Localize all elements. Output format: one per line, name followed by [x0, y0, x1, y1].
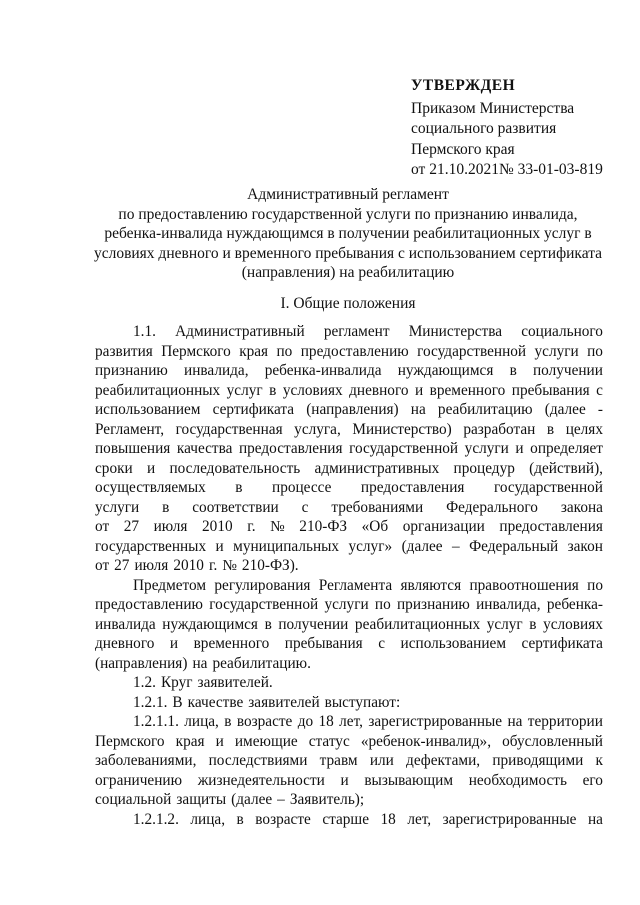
word: последовательность [169, 459, 301, 477]
word: по [587, 576, 603, 594]
word: сертификата [212, 401, 295, 418]
word: - [597, 401, 603, 418]
text-line [95, 556, 603, 576]
word: в [224, 713, 232, 730]
paragraph [95, 810, 603, 830]
word: государственной [209, 596, 319, 613]
word: края [175, 732, 205, 750]
word: пребывания [284, 635, 363, 652]
word: от [95, 557, 110, 574]
word: травм [319, 752, 358, 769]
word: 1.2.1.1. [133, 713, 179, 730]
word: соответствии [192, 498, 279, 516]
word: Федеральный [469, 537, 559, 555]
word: услуги [534, 342, 579, 360]
text-line [95, 478, 603, 498]
word: лица, [184, 713, 219, 730]
word: ограничению [95, 771, 183, 789]
paragraph [95, 693, 603, 713]
document-title [88, 185, 608, 283]
title-line: по предоставлению государственной услуги по признанию инвалида, [118, 205, 578, 223]
word: сертификата [521, 635, 603, 652]
text-line [95, 693, 603, 713]
paragraph [95, 673, 603, 693]
word: на [192, 654, 208, 672]
word: по [587, 342, 603, 360]
word: развития [95, 342, 153, 360]
word: № [270, 518, 285, 535]
word: В [172, 693, 183, 711]
text-line [95, 634, 603, 654]
word: жизнедеятельности [197, 771, 325, 789]
word: Министерство) [352, 420, 452, 438]
word: Круг [160, 674, 193, 691]
word: в [162, 498, 170, 516]
word: услуг» [348, 537, 393, 555]
text-line [95, 576, 603, 596]
word: временного [429, 381, 506, 399]
text-line [95, 361, 603, 381]
word: к [595, 752, 603, 769]
word: 1.2.1.2. [133, 810, 179, 828]
word: и [340, 771, 349, 789]
word: предоставления [499, 518, 603, 535]
word: Регламент, [95, 420, 165, 438]
word: инвалида [95, 615, 156, 633]
word: лет, [339, 713, 363, 730]
word: в [235, 479, 243, 496]
word: признанию [95, 362, 168, 379]
word: дефектами, [406, 752, 481, 769]
word: по [374, 596, 391, 613]
text-line [95, 712, 603, 732]
word: (направления) [306, 401, 399, 418]
paragraph [95, 576, 603, 674]
word: организации [402, 518, 485, 535]
text-line [95, 595, 603, 615]
word: государственной [493, 479, 603, 496]
text-line [95, 517, 603, 537]
title-line: Административный регламент [247, 186, 449, 203]
word: процессе [272, 479, 332, 496]
word: осуществляемых [95, 479, 206, 496]
word: возрасте [236, 713, 293, 730]
word: в [269, 381, 277, 399]
word: инвалида, [184, 362, 249, 379]
word: защиты [176, 791, 227, 808]
word: процедур [453, 459, 515, 477]
word: получении [278, 615, 349, 633]
word: дневного [349, 381, 409, 399]
text-line [95, 342, 603, 362]
word: возрасте [255, 810, 311, 828]
word: и [515, 440, 524, 457]
approval-line: социального развития [411, 120, 557, 137]
word: услуг [486, 615, 523, 633]
approval-line: Пермского края [411, 140, 515, 158]
word: услуг [226, 381, 263, 399]
word: 18 [318, 713, 334, 730]
approval-line: от 21.10.2021№ 33-01-03-819 [411, 161, 603, 178]
word: заявителей. [197, 674, 273, 691]
word: вызывающим [364, 771, 454, 789]
word: № [222, 557, 237, 574]
word: территории [527, 713, 603, 730]
word: и [414, 381, 424, 399]
word: услуги [324, 596, 369, 613]
word: предоставлению [300, 342, 409, 360]
word: 2010 [202, 518, 233, 535]
word: статус [308, 732, 350, 750]
word: реабилитационных [95, 381, 221, 399]
word: июля [134, 557, 169, 574]
text-line [95, 810, 603, 830]
word: предоставлению [95, 596, 203, 613]
text-line [95, 459, 603, 479]
word: приводящими [492, 752, 584, 769]
word: по [276, 342, 293, 360]
word: в [546, 420, 555, 438]
section-heading: I. Общие положения [280, 295, 416, 312]
word: обусловленный [502, 732, 603, 750]
text-line [95, 615, 603, 635]
word: Заявитель); [289, 791, 365, 808]
word: использованием [400, 635, 507, 652]
word: с [596, 381, 603, 399]
word: реабилитацию [437, 401, 533, 418]
word: повышения [95, 440, 171, 457]
word: «Об [361, 518, 389, 535]
text-line [95, 400, 603, 420]
word: качестве [187, 693, 244, 711]
word: услуги [464, 440, 509, 457]
approval-block [411, 76, 631, 181]
word: реабилитационных [354, 615, 481, 633]
word: и [169, 635, 179, 652]
word: имеющие [234, 732, 298, 750]
word: временного [193, 635, 270, 652]
word: требованиями [331, 498, 424, 516]
word: пребывания [511, 381, 590, 399]
word: государственной [349, 440, 459, 457]
word: его [582, 771, 603, 789]
word: разработан [463, 420, 536, 438]
word: (действий), [529, 459, 603, 477]
text-line [95, 771, 603, 791]
word: нуждающимся [397, 362, 494, 379]
word: выступают: [324, 693, 401, 711]
word: являются [400, 576, 462, 594]
word: государственных [95, 537, 207, 555]
word: заявителей [248, 693, 320, 711]
word: предоставления [360, 479, 465, 496]
word: июля [153, 518, 188, 535]
word: 18 [380, 810, 396, 828]
word: от [95, 518, 110, 535]
text-line [95, 732, 603, 752]
word: зарегистрированные [442, 810, 577, 828]
word: на [587, 810, 603, 828]
word: «ребенок-инвалид», [360, 732, 492, 750]
word: условиях [282, 381, 343, 399]
word: – [277, 791, 285, 808]
text-line [95, 537, 603, 557]
word: получении [532, 362, 603, 379]
word: лица, [190, 810, 226, 828]
word: определяет [530, 440, 603, 457]
word: качества [176, 440, 233, 457]
word: сроки [95, 459, 133, 477]
word: Предметом [133, 576, 207, 594]
word: 210-ФЗ [299, 518, 348, 535]
word: (направления) [95, 654, 188, 672]
word: реабилитацию. [212, 654, 311, 672]
word: зарегистрированные [368, 713, 503, 730]
text-line [95, 322, 603, 342]
title-line: (направления) на реабилитацию [241, 264, 455, 281]
word: государственной [417, 342, 527, 360]
word: или [369, 752, 394, 769]
word: (далее [231, 791, 273, 808]
word: и [215, 537, 224, 555]
text-line [95, 439, 603, 459]
text-line [95, 673, 603, 693]
word: – [452, 537, 460, 555]
text-line [95, 751, 603, 771]
word: закон [567, 537, 603, 555]
text-line [95, 654, 603, 674]
word: 27 [123, 518, 139, 535]
word: условиях [543, 615, 603, 633]
document-body [95, 322, 603, 829]
title-line: условиях дневного и временного пребывания с использованием сертификата [93, 244, 603, 262]
word: 2010 [173, 557, 204, 574]
word: Регламента [318, 576, 393, 594]
word: на [410, 401, 426, 418]
word: 1.1. [133, 323, 156, 340]
word: в [264, 615, 272, 633]
word: целях [565, 420, 603, 438]
word: услуги [95, 498, 140, 516]
word: Министерства [408, 323, 503, 340]
word: Пермского [95, 732, 165, 750]
word: 1.2. [133, 674, 156, 691]
word: ребенка-инвалида [264, 362, 382, 379]
approval-stamp: УТВЕРЖДЕН [411, 77, 516, 94]
text-line [95, 790, 603, 810]
word: использованием [95, 401, 201, 418]
word: края [239, 342, 269, 360]
word: г. [247, 518, 256, 535]
word: 210-ФЗ). [241, 557, 299, 574]
word: нуждающимся [162, 615, 258, 633]
word: регламент [323, 323, 390, 340]
word: Федерального [446, 498, 538, 516]
word: (далее [401, 537, 443, 555]
word: до [297, 713, 314, 730]
word: 1.2.1. [133, 693, 168, 711]
word: с [301, 498, 309, 516]
word: с [378, 635, 386, 652]
word: правоотношения [469, 576, 579, 594]
paragraph [95, 322, 603, 576]
text-line [95, 420, 603, 440]
word: в [529, 615, 537, 633]
word: 27 [114, 557, 130, 574]
approval-line: Приказом Министерства [411, 99, 575, 117]
text-line [95, 498, 603, 518]
word: предоставления [238, 440, 343, 457]
word: на [507, 713, 523, 730]
word: необходимость [468, 771, 567, 789]
paragraph [95, 712, 603, 810]
word: лет, [407, 810, 432, 828]
word: (далее [544, 401, 586, 418]
text-line [95, 381, 603, 401]
word: в [236, 810, 244, 828]
word: г. [208, 557, 218, 574]
word: муниципальных [233, 537, 340, 555]
word: закона [560, 498, 603, 516]
word: и [146, 459, 156, 477]
word: регулирования [214, 576, 311, 594]
word: и [215, 732, 224, 750]
word: заболеваниями, [95, 752, 197, 769]
word: социальной [95, 791, 172, 808]
word: в [509, 362, 517, 379]
word: административных [314, 459, 440, 477]
word: ребенка- [546, 596, 603, 613]
word: старше [322, 810, 369, 828]
word: Пермского [161, 342, 231, 360]
word: Административный [175, 323, 305, 340]
word: дневного [95, 635, 155, 652]
word: государственная [175, 420, 283, 438]
title-line: ребенка-инвалида нуждающимся в получении реабилитационных услуг в [104, 225, 592, 242]
word: социального [521, 323, 603, 340]
word: инвалида, [476, 596, 541, 613]
word: признанию [397, 596, 470, 613]
word: последствиями [208, 752, 308, 769]
word: услуга, [294, 420, 341, 438]
